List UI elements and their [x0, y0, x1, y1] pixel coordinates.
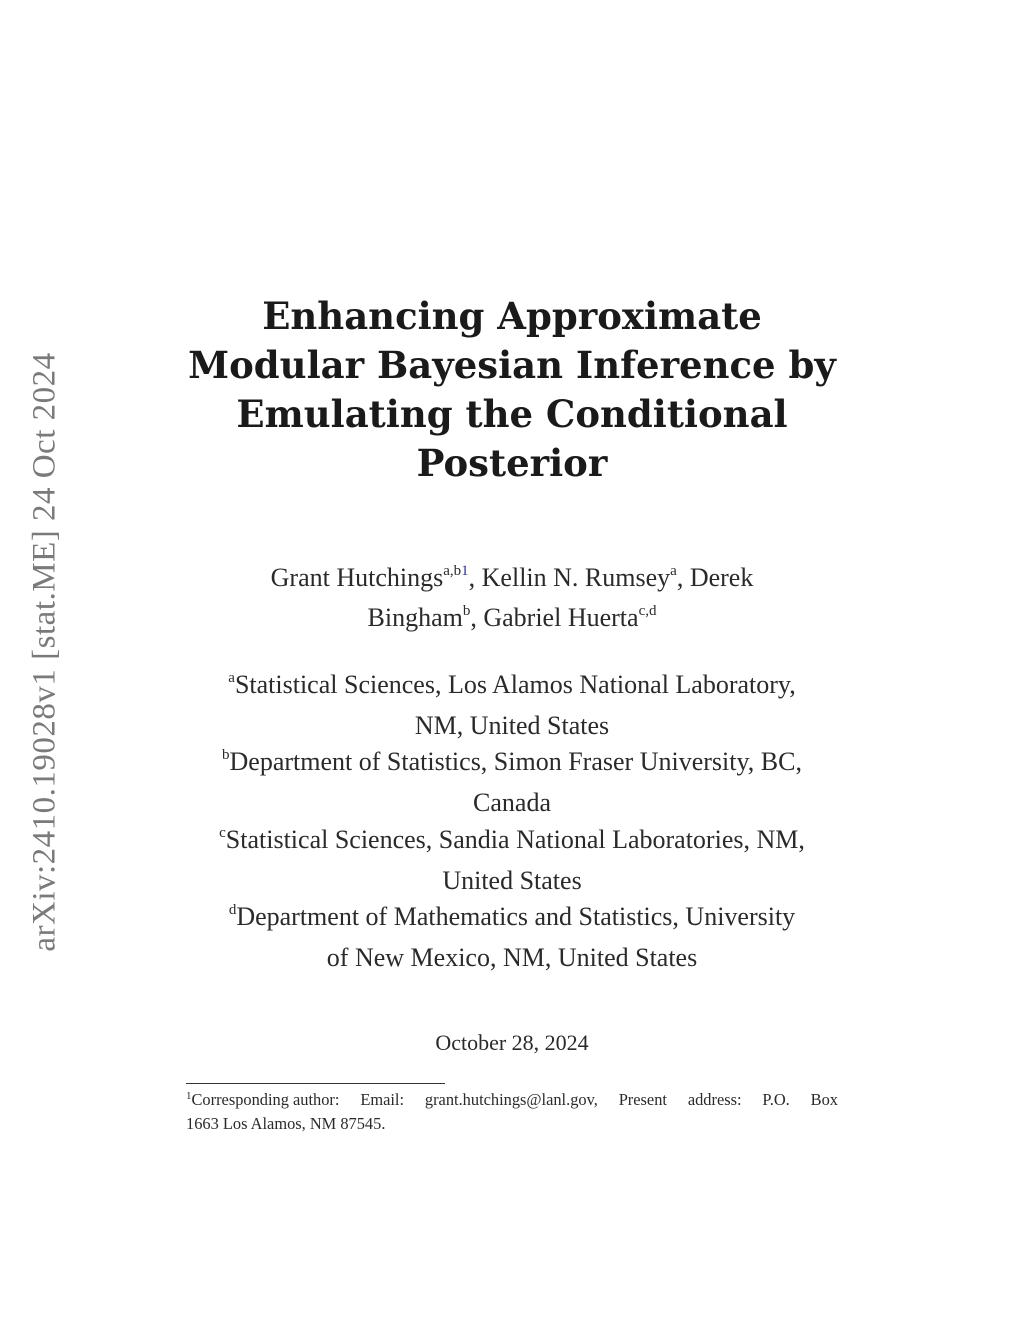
- footnote-word: P.O.: [762, 1090, 790, 1109]
- affiliation-line: [160, 667, 864, 708]
- title-line: Enhancing Approximate: [262, 294, 762, 338]
- author-name: , Gabriel Huerta: [470, 603, 639, 632]
- affiliation-list: [160, 667, 864, 977]
- affiliation-text: Statistical Sciences, Los Alamos National Laboratory,: [234, 670, 796, 699]
- affiliation-text: Department of Statistics, Simon Fraser University, BC,: [229, 747, 802, 777]
- paper-title: [160, 292, 864, 488]
- affiliation-text: Statistical Sciences, Sandia National Laboratories, NM,: [225, 824, 805, 854]
- author-list: [160, 560, 864, 640]
- footnote-email-link[interactable]: grant.hutchings@lanl.gov,: [424, 1090, 598, 1109]
- affiliation-line: United States: [442, 865, 582, 895]
- footnote: [186, 1089, 838, 1135]
- affiliation-line: [160, 899, 864, 940]
- author-line: [160, 600, 864, 640]
- affiliation-line: [160, 744, 864, 785]
- footnote-divider: [186, 1083, 445, 1084]
- footnote-word: Email:: [360, 1090, 405, 1109]
- footnote-word: Box: [810, 1090, 838, 1109]
- arxiv-identifier: arXiv:2410.19028v1 [stat.ME] 24 Oct 2024: [26, 352, 63, 952]
- author-name: , Derek: [676, 563, 754, 592]
- author-name: Grant Hutchings: [270, 563, 444, 592]
- footnote-word: Present: [618, 1090, 667, 1109]
- footnote-link[interactable]: 1: [461, 563, 469, 579]
- affiliation-text: Department of Mathematics and Statistics, University: [236, 902, 796, 932]
- publication-date: October 28, 2024: [435, 1030, 589, 1055]
- title-line: Emulating the Conditional: [236, 392, 788, 436]
- footnote-marker: 1: [186, 1090, 192, 1102]
- title-line: Posterior: [416, 441, 608, 485]
- footnote-word: address:: [687, 1090, 742, 1109]
- affiliation-line: of New Mexico, NM, United States: [326, 942, 698, 972]
- author-affiliation-marker: b: [462, 603, 471, 619]
- author-name: , Kellin N. Rumsey: [468, 563, 671, 592]
- author-affiliation-marker: a,b: [443, 563, 462, 579]
- footnote-line: [186, 1089, 838, 1113]
- author-affiliation-marker: a: [670, 563, 677, 579]
- author-affiliation-marker: c,d: [638, 603, 657, 619]
- author-name: Bingham: [367, 603, 463, 632]
- footnote-word: [186, 1089, 339, 1113]
- author-line: [160, 560, 864, 600]
- affiliation-line: NM, United States: [414, 710, 610, 740]
- affiliation-marker: c: [219, 824, 226, 841]
- title-line: Modular Bayesian Inference by: [188, 343, 836, 387]
- footnote-line: 1663 Los Alamos, NM 87545.: [186, 1114, 386, 1133]
- footnote-word: Corresponding author:: [191, 1090, 340, 1109]
- affiliation-marker: d: [228, 902, 237, 919]
- affiliation-marker: a: [228, 670, 235, 686]
- affiliation-marker: b: [222, 747, 230, 764]
- affiliation-line: [160, 822, 864, 863]
- affiliation-line: Canada: [473, 788, 551, 818]
